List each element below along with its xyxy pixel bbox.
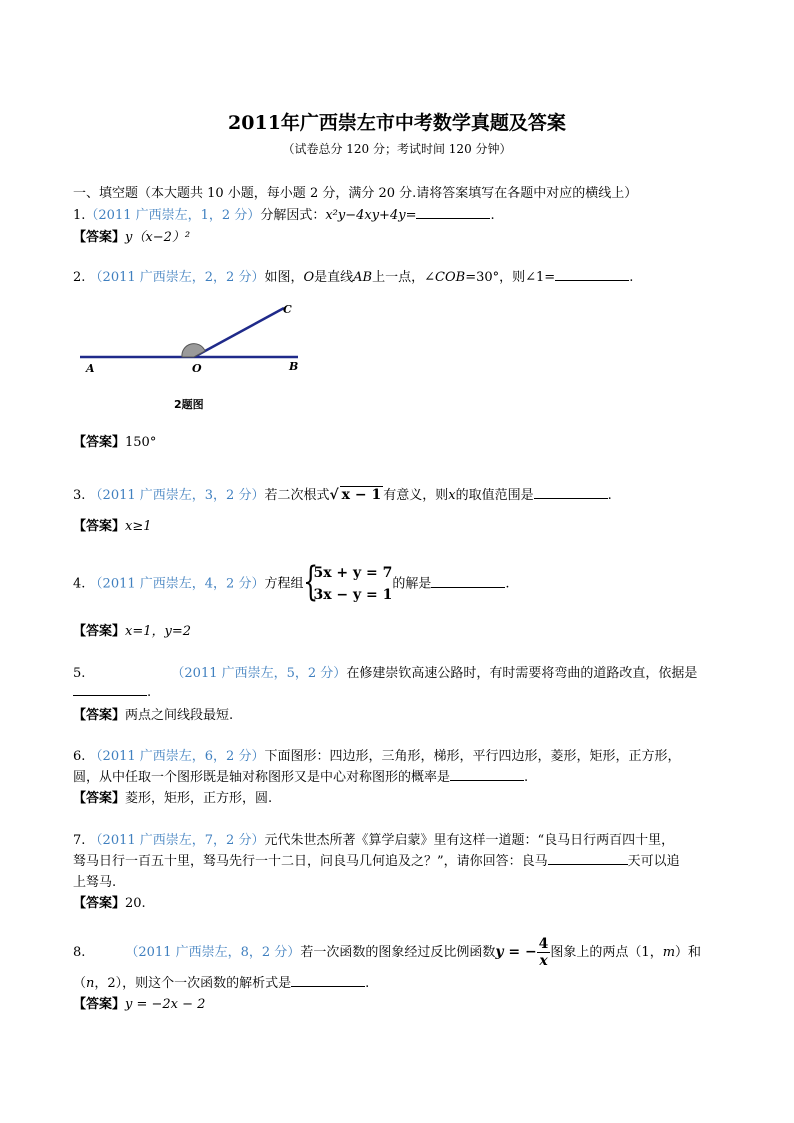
left-brace-icon: { (303, 559, 319, 605)
answer-blank (534, 486, 608, 499)
answer-blank (450, 768, 524, 781)
answer-label: 【答案】 (73, 519, 126, 534)
answer-4 (73, 620, 191, 639)
question-number: 7. (73, 833, 86, 848)
question-8-line-2 (73, 972, 369, 991)
figure-caption: 2题图 (174, 398, 204, 411)
question-6-line-2 (73, 766, 528, 785)
question-4 (73, 559, 510, 606)
question-text: 元代朱世杰所著《算学启蒙》里有这样一道题：“良马日行两百四十里， (264, 833, 675, 848)
question-expression: x²y−4xy+4y= (325, 208, 417, 223)
question-end: . (365, 976, 370, 991)
answer-text: 菱形，矩形，正方形，圆. (125, 791, 273, 806)
answer-text: 20. (125, 896, 146, 911)
question-text: 有意义，则 (383, 488, 449, 503)
variable-n: n (86, 976, 95, 991)
answer-label: 【答案】 (73, 997, 126, 1012)
question-source: （2011 广西崇左，7，2 分） (89, 833, 265, 848)
question-text: 上驽马. (73, 875, 117, 890)
fig-label-a: A (86, 362, 95, 375)
radical-sign-icon: √ (329, 487, 339, 503)
question-text: 圆，从中任取一个图形既是轴对称图形又是中心对称图形的概率是 (73, 770, 451, 785)
question-6 (73, 745, 680, 764)
answer-blank (291, 974, 365, 987)
fraction-numerator: 4 (538, 936, 549, 952)
question-text: 若二次根式 (264, 488, 330, 503)
question-number: 1. (73, 208, 86, 223)
question-text: 天可以追 (627, 854, 680, 869)
question-source: （2011 广西崇左，1，2 分） (85, 208, 261, 223)
answer-label: 【答案】 (73, 791, 126, 806)
answer-text: x≥1 (125, 519, 152, 534)
equation-2: 3x − y = 1 (313, 587, 393, 603)
fraction (537, 936, 551, 969)
fig-label-b: B (289, 360, 299, 373)
question-text: 方程组 (264, 576, 304, 592)
angle-1-arc (182, 344, 205, 357)
question-5 (73, 662, 697, 681)
answer-text: 两点之间线段最短. (125, 708, 234, 723)
question-number: 8. (73, 945, 86, 960)
ray-oc (194, 308, 284, 357)
question-end: . (147, 685, 152, 700)
section-heading: 一、填空题（本大题共 10 小题，每小题 2 分，满分 20 分.请将答案填写在各题中对应的横线上） (73, 186, 638, 201)
question-source: （2011 广西崇左，6，2 分） (89, 749, 265, 764)
fig-label-c: C (283, 303, 292, 316)
question-source: （2011 广西崇左，8，2 分） (125, 945, 301, 960)
answer-text: y = −2x − 2 (125, 997, 206, 1012)
answer-label: 【答案】 (73, 435, 126, 450)
question-source: （2011 广西崇左，4，2 分） (89, 576, 265, 592)
question-number: 4. (73, 576, 86, 592)
variable-x: x (448, 488, 456, 503)
answer-blank (548, 852, 628, 865)
question-8 (73, 936, 701, 969)
question-source: （2011 广西崇左，3，2 分） (89, 488, 265, 503)
answer-blank (555, 268, 629, 281)
question-text: 图象上的两点（1， (550, 945, 663, 960)
answer-2 (73, 431, 156, 450)
question-end: . (629, 270, 634, 285)
equation-system (303, 559, 393, 606)
question-1: 1.（2011 广西崇左，1，2 分）分解因式：x²y−4xy+4y= . (73, 208, 495, 223)
question-3 (73, 484, 612, 503)
page-subtitle: （试卷总分 120 分；考试时间 120 分钟） (282, 142, 512, 156)
line-ab-label: AB (353, 270, 373, 285)
answer-7 (73, 892, 146, 911)
question-text: 在修建崇钦高速公路时，有时需要将弯曲的道路改直，依据是 (346, 666, 698, 681)
question-7-line-2 (73, 850, 680, 869)
question-text: 分解因式： (260, 208, 326, 223)
question-number: 5. (73, 666, 86, 681)
question-text: ）和 (675, 945, 702, 960)
function-lhs: y = − (495, 944, 537, 960)
question-text: ，2），则这个一次函数的解析式是 (94, 976, 292, 991)
answer-text: x=1，y=2 (125, 624, 192, 639)
question-end: . (505, 576, 510, 592)
question-text: 是直线 (314, 270, 354, 285)
question-source: （2011 广西崇左，5，2 分） (171, 666, 347, 681)
question-text: 的解是 (392, 576, 432, 592)
question-7-line-3 (73, 871, 116, 890)
variable-m: m (662, 945, 676, 960)
angle-cob-label: COB (435, 270, 466, 285)
question-number: 3. (73, 488, 86, 503)
question-7 (73, 829, 674, 848)
question-text: 上一点，∠ (372, 270, 436, 285)
question-end: . (607, 488, 612, 503)
fraction-denominator: x (539, 953, 548, 969)
answer-text: y（x−2）² (125, 230, 191, 245)
answer-label: 【答案】 (73, 896, 126, 911)
fig-label-o: O (192, 362, 202, 375)
answer-blank (73, 683, 147, 696)
answer-label: 【答案】 (73, 230, 126, 245)
question-end: . (524, 770, 529, 785)
answer-label: 【答案】 (73, 708, 126, 723)
question-text: 如图， (264, 270, 304, 285)
equation-1: 5x + y = 7 (313, 565, 393, 581)
question-source: （2011 广西崇左，2，2 分） (89, 270, 265, 285)
answer-6 (73, 787, 272, 806)
question-2 (73, 266, 633, 285)
question-text: =30°，则∠1= (465, 270, 556, 285)
answer-3 (73, 515, 152, 534)
answer-1 (73, 226, 190, 245)
answer-5 (73, 704, 233, 723)
question-text: 驽马日行一百五十里，驽马先行一十二日，问良马几何追及之？”，请你回答：良马 (73, 854, 548, 869)
point-o-label: O (303, 270, 315, 285)
question-text: 的取值范围是 (455, 488, 534, 503)
answer-blank (416, 206, 490, 219)
question-text: （ (73, 976, 87, 991)
page-title: 2011年广西崇左市中考数学真题及答案 (228, 112, 566, 134)
question-number: 6. (73, 749, 86, 764)
figure-2 (70, 296, 320, 416)
question-text: 下面图形：四边形，三角形，梯形，平行四边形，菱形，矩形，正方形， (264, 749, 681, 764)
question-5-line-2 (73, 683, 151, 700)
radicand: x − 1 (341, 487, 382, 503)
answer-label: 【答案】 (73, 624, 126, 639)
answer-8 (73, 993, 205, 1012)
question-text: 若一次函数的图象经过反比例函数 (300, 945, 496, 960)
question-number: 2. (73, 270, 86, 285)
answer-text: 150° (125, 435, 157, 450)
answer-blank (431, 575, 505, 588)
